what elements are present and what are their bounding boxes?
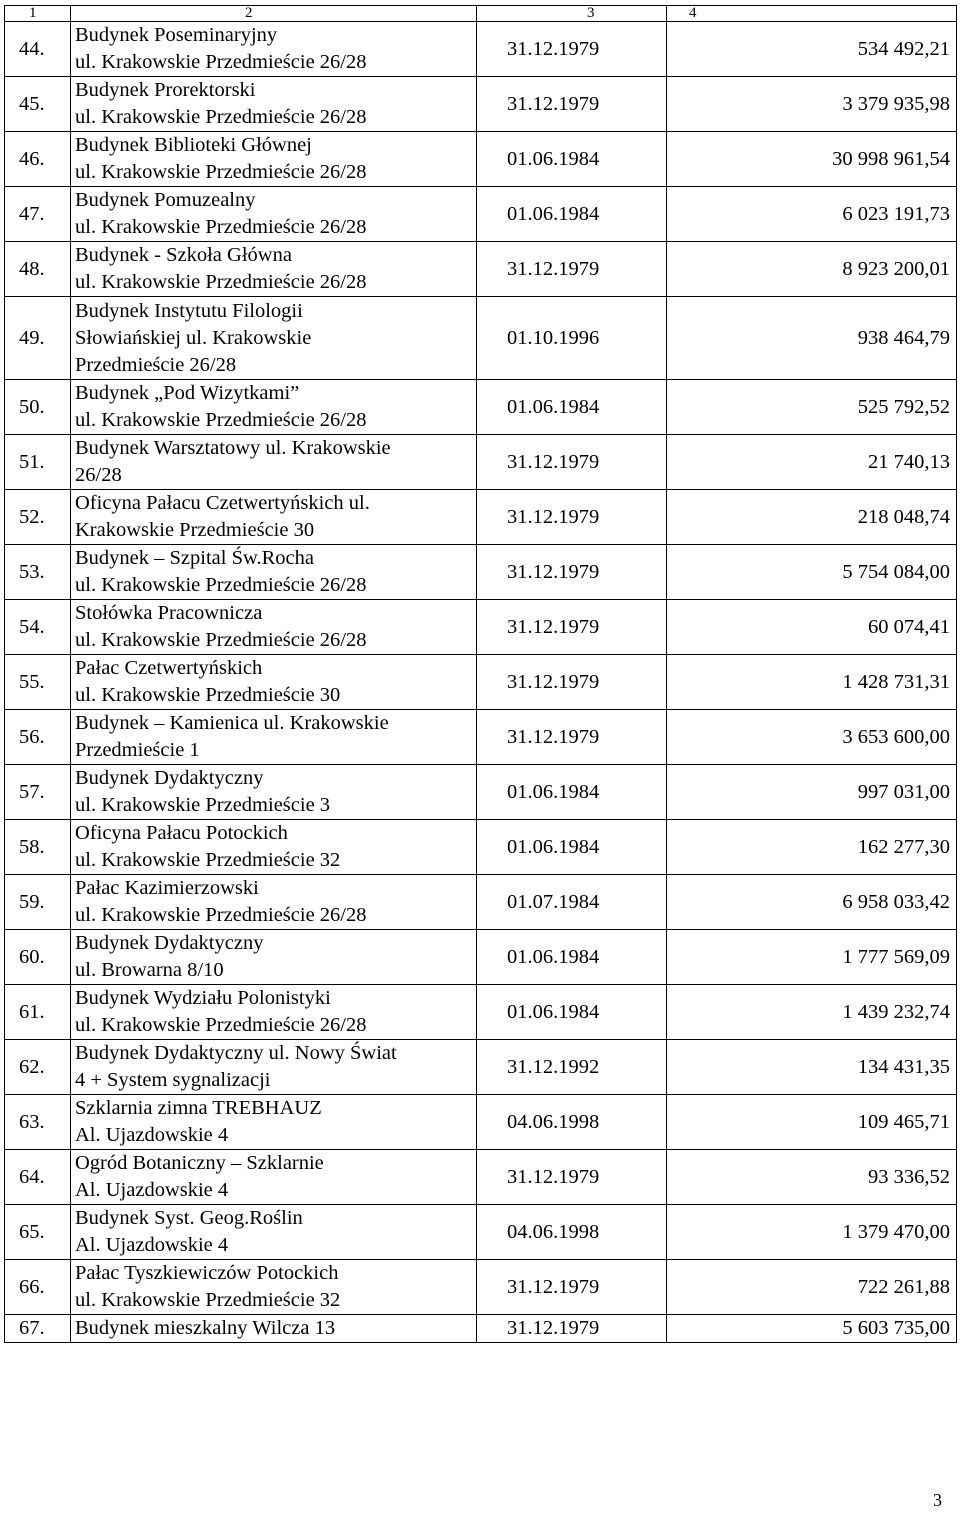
building-name-line: Budynek Syst. Geog.Roślin xyxy=(75,1207,303,1229)
asset-value: 60 074,41 xyxy=(667,600,957,655)
building-name-cell xyxy=(71,22,477,77)
building-name-line: Stołówka Pracownicza xyxy=(75,602,263,624)
row-number: 51. xyxy=(5,435,71,490)
building-name-line: ul. Krakowskie Przedmieście 32 xyxy=(75,849,341,871)
building-name-line: ul. Browarna 8/10 xyxy=(75,959,224,981)
asset-value: 162 277,30 xyxy=(667,820,957,875)
asset-table-body xyxy=(5,6,957,1343)
building-name-line: Przedmieście 26/28 xyxy=(75,353,237,376)
acquisition-date: 01.06.1984 xyxy=(477,930,667,985)
building-name-line: Budynek – Szpital Św.Rocha xyxy=(75,547,314,569)
building-name-line: ul. Krakowskie Przedmieście 26/28 xyxy=(75,51,367,73)
table-row xyxy=(5,545,957,600)
building-name-line: ul. Krakowskie Przedmieście 26/28 xyxy=(75,216,367,238)
asset-value: 218 048,74 xyxy=(667,490,957,545)
column-number-2: 2 xyxy=(71,6,477,22)
asset-value: 722 261,88 xyxy=(667,1260,957,1315)
table-row xyxy=(5,490,957,545)
asset-value: 534 492,21 xyxy=(667,22,957,77)
building-name-line: Budynek „Pod Wizytkami” xyxy=(75,382,300,404)
building-name-line: Budynek Wydziału Polonistyki xyxy=(75,987,331,1009)
building-name-line: Pałac Czetwertyńskich xyxy=(75,657,263,679)
building-name-line: Słowiańskiej ul. Krakowskie xyxy=(75,326,312,349)
column-number-3: 3 xyxy=(477,6,667,22)
building-name-cell xyxy=(71,297,477,380)
row-number: 65. xyxy=(5,1205,71,1260)
row-number: 45. xyxy=(5,77,71,132)
building-name-line: ul. Krakowskie Przedmieście 26/28 xyxy=(75,574,367,596)
asset-value: 109 465,71 xyxy=(667,1095,957,1150)
building-name-line: Krakowskie Przedmieście 30 xyxy=(75,519,315,541)
row-number: 59. xyxy=(5,875,71,930)
asset-value: 3 653 600,00 xyxy=(667,710,957,765)
row-number: 54. xyxy=(5,600,71,655)
building-name-line: Budynek Pomuzealny xyxy=(75,189,256,211)
table-row xyxy=(5,187,957,242)
row-number: 64. xyxy=(5,1150,71,1205)
table-row xyxy=(5,765,957,820)
building-name-cell xyxy=(71,380,477,435)
asset-value: 1 428 731,31 xyxy=(667,655,957,710)
acquisition-date: 31.12.1979 xyxy=(477,1315,667,1343)
row-number: 49. xyxy=(5,297,71,380)
building-name-cell xyxy=(71,1315,477,1343)
acquisition-date: 04.06.1998 xyxy=(477,1095,667,1150)
building-name-line: Budynek Dydaktyczny xyxy=(75,767,264,789)
building-name-line: ul. Krakowskie Przedmieście 26/28 xyxy=(75,409,367,431)
row-number: 63. xyxy=(5,1095,71,1150)
row-number: 48. xyxy=(5,242,71,297)
row-number: 46. xyxy=(5,132,71,187)
building-name-cell xyxy=(71,1150,477,1205)
row-number: 57. xyxy=(5,765,71,820)
column-number-header-row xyxy=(5,6,957,22)
table-row xyxy=(5,242,957,297)
row-number: 67. xyxy=(5,1315,71,1343)
building-name-line: Oficyna Pałacu Potockich xyxy=(75,822,288,844)
acquisition-date: 31.12.1979 xyxy=(477,710,667,765)
table-row xyxy=(5,77,957,132)
building-name-line: Szklarnia zimna TREBHAUZ xyxy=(75,1097,322,1119)
asset-value: 1 439 232,74 xyxy=(667,985,957,1040)
asset-value: 134 431,35 xyxy=(667,1040,957,1095)
building-name-line: Al. Ujazdowskie 4 xyxy=(75,1234,229,1256)
acquisition-date: 01.06.1984 xyxy=(477,820,667,875)
building-name-line: Budynek Poseminaryjny xyxy=(75,24,278,46)
asset-value: 30 998 961,54 xyxy=(667,132,957,187)
building-name-cell xyxy=(71,985,477,1040)
building-name-line: Budynek Dydaktyczny ul. Nowy Świat xyxy=(75,1042,397,1064)
building-name-line: ul. Krakowskie Przedmieście 3 xyxy=(75,794,331,816)
building-name-line: Oficyna Pałacu Czetwertyńskich ul. xyxy=(75,492,370,514)
table-row xyxy=(5,710,957,765)
building-name-cell xyxy=(71,545,477,600)
asset-value: 6 023 191,73 xyxy=(667,187,957,242)
column-number-4: 4 xyxy=(667,6,957,22)
table-row xyxy=(5,1260,957,1315)
building-name-line: Budynek mieszkalny Wilcza 13 xyxy=(75,1317,336,1339)
row-number: 52. xyxy=(5,490,71,545)
building-name-line: Al. Ujazdowskie 4 xyxy=(75,1179,229,1201)
acquisition-date: 01.06.1984 xyxy=(477,985,667,1040)
acquisition-date: 31.12.1979 xyxy=(477,242,667,297)
row-number: 58. xyxy=(5,820,71,875)
acquisition-date: 04.06.1998 xyxy=(477,1205,667,1260)
building-name-cell xyxy=(71,765,477,820)
acquisition-date: 31.12.1979 xyxy=(477,22,667,77)
column-number-1: 1 xyxy=(5,6,71,22)
building-name-line: Budynek – Kamienica ul. Krakowskie xyxy=(75,712,389,734)
asset-value: 8 923 200,01 xyxy=(667,242,957,297)
asset-value: 1 777 569,09 xyxy=(667,930,957,985)
building-name-cell xyxy=(71,187,477,242)
building-name-cell xyxy=(71,1205,477,1260)
table-row xyxy=(5,435,957,490)
building-name-line: Pałac Kazimierzowski xyxy=(75,877,259,899)
row-number: 66. xyxy=(5,1260,71,1315)
building-name-line: Budynek Biblioteki Głównej xyxy=(75,134,312,156)
building-name-line: ul. Krakowskie Przedmieście 26/28 xyxy=(75,629,367,651)
asset-table xyxy=(4,5,957,1343)
building-name-cell xyxy=(71,820,477,875)
building-name-cell xyxy=(71,1095,477,1150)
row-number: 56. xyxy=(5,710,71,765)
table-row xyxy=(5,985,957,1040)
building-name-line: ul. Krakowskie Przedmieście 26/28 xyxy=(75,106,367,128)
acquisition-date: 01.06.1984 xyxy=(477,765,667,820)
building-name-line: Budynek Warsztatowy ul. Krakowskie xyxy=(75,437,391,459)
acquisition-date: 31.12.1979 xyxy=(477,490,667,545)
row-number: 47. xyxy=(5,187,71,242)
building-name-line: ul. Krakowskie Przedmieście 26/28 xyxy=(75,1014,367,1036)
building-name-line: Budynek Instytutu Filologii xyxy=(75,299,303,322)
building-name-line: 4 + System sygnalizacji xyxy=(75,1069,271,1091)
table-row xyxy=(5,1040,957,1095)
building-name-line: ul. Krakowskie Przedmieście 26/28 xyxy=(75,271,367,293)
building-name-line: Przedmieście 1 xyxy=(75,739,200,761)
building-name-line: Al. Ujazdowskie 4 xyxy=(75,1124,229,1146)
row-number: 61. xyxy=(5,985,71,1040)
building-name-line: Pałac Tyszkiewiczów Potockich xyxy=(75,1262,339,1284)
acquisition-date: 31.12.1979 xyxy=(477,77,667,132)
table-row xyxy=(5,930,957,985)
acquisition-date: 31.12.1992 xyxy=(477,1040,667,1095)
building-name-line: Budynek Prorektorski xyxy=(75,79,256,101)
building-name-cell xyxy=(71,710,477,765)
asset-value: 997 031,00 xyxy=(667,765,957,820)
acquisition-date: 31.12.1979 xyxy=(477,655,667,710)
acquisition-date: 01.06.1984 xyxy=(477,132,667,187)
asset-value: 21 740,13 xyxy=(667,435,957,490)
acquisition-date: 31.12.1979 xyxy=(477,1260,667,1315)
building-name-line: Ogród Botaniczny – Szklarnie xyxy=(75,1152,324,1174)
table-row xyxy=(5,132,957,187)
building-name-cell xyxy=(71,490,477,545)
acquisition-date: 31.12.1979 xyxy=(477,435,667,490)
building-name-cell xyxy=(71,1040,477,1095)
row-number: 50. xyxy=(5,380,71,435)
building-name-line: ul. Krakowskie Przedmieście 26/28 xyxy=(75,904,367,926)
asset-value: 93 336,52 xyxy=(667,1150,957,1205)
row-number: 62. xyxy=(5,1040,71,1095)
table-row xyxy=(5,1205,957,1260)
building-name-cell xyxy=(71,875,477,930)
building-name-line: 26/28 xyxy=(75,464,122,486)
building-name-cell xyxy=(71,600,477,655)
asset-value: 6 958 033,42 xyxy=(667,875,957,930)
row-number: 55. xyxy=(5,655,71,710)
table-row xyxy=(5,297,957,380)
building-name-line: ul. Krakowskie Przedmieście 26/28 xyxy=(75,161,367,183)
asset-value: 5 754 084,00 xyxy=(667,545,957,600)
building-name-cell xyxy=(71,242,477,297)
building-name-cell xyxy=(71,655,477,710)
table-row xyxy=(5,1315,957,1343)
building-name-cell xyxy=(71,77,477,132)
asset-value: 525 792,52 xyxy=(667,380,957,435)
table-row xyxy=(5,1150,957,1205)
table-row xyxy=(5,380,957,435)
page-number: 3 xyxy=(933,1490,942,1510)
table-row xyxy=(5,875,957,930)
acquisition-date: 01.06.1984 xyxy=(477,187,667,242)
table-row xyxy=(5,655,957,710)
building-name-cell xyxy=(71,132,477,187)
asset-value: 1 379 470,00 xyxy=(667,1205,957,1260)
table-row xyxy=(5,22,957,77)
building-name-cell xyxy=(71,435,477,490)
row-number: 60. xyxy=(5,930,71,985)
building-name-line: ul. Krakowskie Przedmieście 30 xyxy=(75,684,341,706)
row-number: 53. xyxy=(5,545,71,600)
building-name-line: ul. Krakowskie Przedmieście 32 xyxy=(75,1289,341,1311)
asset-value: 3 379 935,98 xyxy=(667,77,957,132)
asset-value: 938 464,79 xyxy=(667,297,957,380)
building-name-cell xyxy=(71,1260,477,1315)
table-row xyxy=(5,820,957,875)
table-row xyxy=(5,1095,957,1150)
asset-value: 5 603 735,00 xyxy=(667,1315,957,1343)
acquisition-date: 01.10.1996 xyxy=(477,297,667,380)
building-name-line: Budynek - Szkoła Główna xyxy=(75,244,292,266)
acquisition-date: 31.12.1979 xyxy=(477,1150,667,1205)
building-name-cell xyxy=(71,930,477,985)
acquisition-date: 31.12.1979 xyxy=(477,600,667,655)
building-name-line: Budynek Dydaktyczny xyxy=(75,932,264,954)
table-row xyxy=(5,600,957,655)
row-number: 44. xyxy=(5,22,71,77)
acquisition-date: 31.12.1979 xyxy=(477,545,667,600)
acquisition-date: 01.07.1984 xyxy=(477,875,667,930)
acquisition-date: 01.06.1984 xyxy=(477,380,667,435)
